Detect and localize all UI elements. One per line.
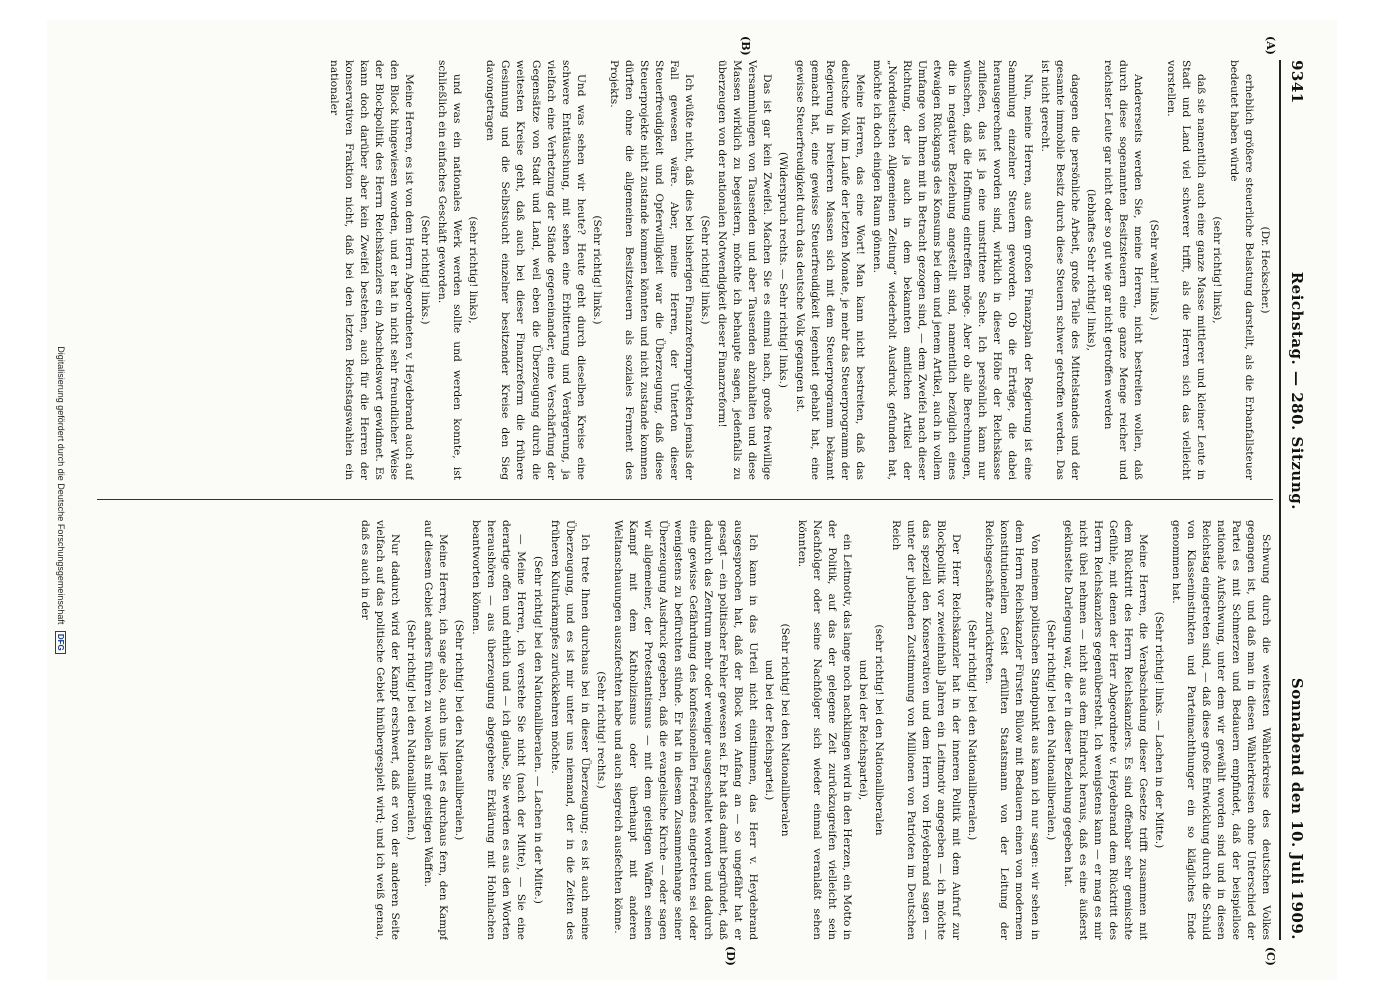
dfg-logo: DFG <box>55 631 66 654</box>
header-date: Sonnabend den 10. Juli 1909. <box>1287 677 1306 940</box>
paragraph: Meine Herren, es ist von dem Herrn Abgeordneten v. Heydebrand auch auf den Block hingewiesen worden, und er hat in nicht sehr freundlicher Weise der Blockpolitik des Herrn Reichskanzlers ein Abschiedswort gewidmet. Es kann doch darüber aber kein Zweifel bestehen, auch für die Herren der konservativen Fraktion nicht, daß bei den letzten Reichstagswahlen ein nationaler <box>327 60 415 480</box>
interjection: (Sehr richtig! bei den Nationalliberalen.) <box>404 619 417 841</box>
paragraph: Nur dadurch wird der Kampf erschwert, daß er von der anderen Seite vielfach auf das politische Gebiet hinübergespielt wird; und ich weiß genau, daß es auch in der <box>358 520 401 940</box>
column-divider <box>97 499 1273 500</box>
paragraph: Ich trete Ihnen durchaus bei in dieser Überzeugung; es ist auch meine Überzeugung, und es ist mir unter uns niemand, der in die Zeiten des früheren Kulturkampfes zurückkehren möchte. <box>548 520 591 940</box>
paragraph: Ich wüßte nicht, daß dies bei bisherigen Finanzreformprojekten jemals der Fall gewesen wäre. Aber, meine Herren, der Unterton dieser Steuerfreudigkeit und Opferwilligkeit war die Überzeugung, daß diese Steuerprojekte nicht zustande kommen könnten und nicht zustande kommen dürften ohne die allgemeinen Besitzsteuern als soziales Ferment des Projekts. <box>607 60 695 480</box>
margin-marker-c: (C) <box>1263 946 1277 966</box>
paragraph: Und was sehen wir heute? Heute geht durch dieselben Kreise eine schwere Enttäuschung, mit sehen eine Erbitterung und Verärgerung, ja vielfach eine Verhetzung der Stände gegeneinander, eine Verschärfung der Gegensätze von Stadt und Land, weil eben die Überzeugung durch die weitesten Kreise geht, daß auch bei dieser Finanzreform die frühere Gesinnung und die Selbstsucht einzelner besitzender Kreise den Sieg davongetragen <box>483 60 587 480</box>
interjection: (Sehr richtig! bei den Nationalliberalen. — Lachen in der Mitte.) <box>531 556 544 904</box>
paragraph: — Meine Herren, ich verstehe Sie nicht (nach der Mitte), — Sie eine derartige offen und ehrlich und — ich glaube, Sie werden es aus den Worten heraushören — aus überzeugung abgegebene Erklärung mit Hohnlachen beantworten können. <box>469 520 527 940</box>
paragraph: Schwung durch die weitesten Wählerkreise des deutschen Volkes gegangen ist, und daß man in diesen Wählerkreisen ohne Unterschied der Partei es mit Schmerzen und Bedauern empfindet, daß der beispiellose nationale Aufschwung, unter dem wir gewählt worden sind und in diesen Reichstag eingetreten sind, — daß diese große Entwicklung durch die Schuld von Klasseninstinkten und Parteimachthunger ein so klägliches Ende genommen hat. <box>1169 520 1272 940</box>
paragraph: Meine Herren, das eine Wort! Man kann nicht bestreiten, daß das deutsche Volk im Laufe der letzten Monate, je mehr das Steuerprogramm der Regierung in breiteren Massen sich mit dem Steuerprogramm bekannt gemacht hat, eine gewisse Steuerfreudigkeit legenheit gehabt hat, eine gewisse Steuerfreudigkeit durch das deutsche Volk gegangen ist. <box>793 60 866 480</box>
interjection: (Sehr richtig! bei den Nationalliberalen.) <box>965 619 978 841</box>
margin-marker-b: (B) <box>738 36 752 56</box>
paragraph: Der Herr Reichskanzler hat in der inneren Politik mit dem Aufruf zur Blockpolitik vor zweieinhalb Jahren ein Leitmotiv angegeben — ich möchte das speziell den Konservativen und dem Herrn von Heydebrand sagen — unter der jubelnden Zustimmung von Millionen von Patrioten im Deutschen Reich <box>889 520 962 940</box>
left-column <box>87 60 1273 480</box>
page-header <box>1285 60 1309 940</box>
interjection: (sehr richtig! links), <box>466 216 479 324</box>
page-number: 9341 <box>1287 60 1306 104</box>
paragraph: und was ein nationales Werk werden sollte und werden konnte, ist schließlich ein einfaches Geschäft geworden. <box>435 60 463 480</box>
interjection: (Sehr richtig! rechts.) <box>594 671 607 789</box>
footer-note <box>55 20 66 980</box>
paragraph: dagegen die persönliche Arbeit, große Teile des Mittelstandes und der gesamte immobile Besitz durch diese Steuern schwer getroffen werden. Das ist nicht gerecht. <box>1038 60 1081 480</box>
paragraph: Andererseits werden Sie, meine Herren, nicht bestreiten wollen, daß durch diese sogenannten Besitzsteuern eine ganze Menge reicher und reichster Leute gar nicht oder so gut wie gar nicht getroffen werden <box>1101 60 1144 480</box>
interjection: (Sehr richtig! bei den Nationalliberalen.) <box>1044 619 1057 841</box>
margin-marker-d: (D) <box>723 946 737 966</box>
interjection: (Sehr richtig! links. — Lachen in der Mitte.) <box>1152 611 1165 849</box>
interjection: (Dr. Heckscher.) <box>1258 226 1271 314</box>
interjection: (Sehr richtig! links.) <box>590 215 603 325</box>
interjection: und bei der Reichspartei), <box>856 659 869 801</box>
interjection: (Sehr richtig! bei den Nationalliberalen.) <box>452 619 465 841</box>
header-rule <box>1279 60 1281 940</box>
document-page <box>47 20 1337 980</box>
interjection: und bei der Reichspartei.) <box>762 659 775 801</box>
interjection: (sehr richtig! bei den Nationalliberalen <box>872 624 885 836</box>
paragraph: ein Leitmotiv, das lange noch nachklingen wird in den Herzen, ein Motto in der Politik, auf das der gelegene Zeit zurückzugreifen vielleicht sein Nachfolger oder seine Nachfolger sich wieder einmal veranlaßt sehen könnten. <box>795 520 853 940</box>
interjection: (Widerspruch rechts. — Sehr richtig! links.) <box>776 151 789 389</box>
right-column <box>87 520 1273 940</box>
interjection: (sehr richtig! links), <box>1210 216 1223 324</box>
paragraph: Das ist gar kein Zweifel. Machen Sie es einmal nach, große freiwillige Versammlungen von Tausenden und aber Tausenden abzuhalten und diese Massen wirklich zu begeistern, möchte ich behaupte sagen, jedenfalls zu überzeugen von der nationalen Notwendigkeit dieser Finanzreform! <box>715 60 773 480</box>
paragraph: Nun, meine Herren, aus dem großen Finanzplan der Regierung ist eine Sammlung einzelner Steuern geworden. Ob die Erträge, die dabei herausgerechnet worden sind, wirklich in dieser Höhe der Reichskasse zufließen, das ist ja eine umstrittene Sache. Ich persönlich kann nur wünschen, daß die Hoffnung eintreffen möge. Aber ob alle Berechnungen, die in negativer Beziehung angestellt sind, namentlich bezüglich eines etwaigen Rückgangs des Konsums bei dem und jenem Artikel, auch in vollem Umfange von Ihnen mit in Betracht gezogen sind, — dem Zweifel nach dieser Richtung, der ja auch in dem bekannten amtlichen Artikel der „Norddeutschen Allgemeinen Zeitung“ wiederholt Ausdruck gefunden hat, möchte ich doch einigen Raum gönnen. <box>870 60 1034 480</box>
interjection: (Sehr richtig! links.) <box>698 215 711 325</box>
margin-marker-a: (A) <box>1263 36 1277 55</box>
header-title: Reichstag. — 280. Sitzung. <box>1287 271 1306 510</box>
interjection: (lebhaftes Sehr richtig! links), <box>1084 189 1097 351</box>
paragraph: erheblich größere steuerliche Belastung darstellt, als die Erbanfallsteuer bedeutet haben würde <box>1227 60 1255 480</box>
paragraph: daß sie namentlich auch eine ganze Masse mittlerer und kleiner Leute in Stadt und Land viel schwerer trifft, als die Herren sich das vielleicht vorstellen. <box>1164 60 1207 480</box>
interjection: (Sehr richtig! bei den Nationalliberalen <box>778 623 791 837</box>
interjection: (Sehr richtig! links.) <box>418 215 431 325</box>
paragraph: Von meinem politischen Standpunkt aus kann ich nur sagen: wir sehen in dem Herrn Reichskanzler Fürsten Bülow mit Bedauern einen von modernem konstitutionellem Geist erfüllten Staatsmann von der Leitung der Reichsgeschäfte zurücktreten. <box>982 520 1041 940</box>
paragraph: Meine Herren, ich sage also, auch uns liegt es durchaus fern, den Kampf auf diesem Gebiet anders führen zu wollen als mit geistigen Waffen. <box>421 520 449 940</box>
interjection: (Sehr wahr! links.) <box>1147 219 1160 321</box>
paragraph: Ich kann in das Urteil nicht einstimmen, das Herr v. Heydebrand ausgesprochen hat, daß der Block von Anfang an — so ungefähr hat er gesagt — ein politischer Fehler gewesen sei. Er hat das damit begründet, daß dadurch das Zentrum mehr oder weniger ausgeschaltet worden und dadurch eine gewisse Gefährdung des konfessionellen Friedens eingetreten sei oder wenigstens zu befürchten stünde. Er hat in diesem Zusammenhange seiner Überzeugung Ausdruck gegeben, daß die evangelische Kirche — oder sagen wir allgemeiner, der Protestantismus — mit dem geistigen Waffen seinen Kampf mit dem Katholizismus oder überhaupt mit anderen Weltanschauungen auszufechten habe und auch siegreich ausfechten könne. <box>611 520 759 940</box>
paragraph: Meine Herren, die Verabschiedung dieser Gesetze trifft zusammen mit dem Rücktritt des Herrn Reichskanzlers. Es sind offenbar sehr gemischte Gefühle, mit denen der Herr Abgeordnete v. Heydebrand dem Rücktritt des Herrn Reichskanzlers gegenübersteht. Ich wenigstens kann — er mag es mir nicht übel nehmen — nicht aus dem Eindruck heraus, daß es eine äußerst gekünstelte Darlegung war, die er in dieser Beziehung gegeben hat. <box>1061 520 1149 940</box>
footer-text: Digitalisierung gefördert durch die Deutsche Forschungsgemeinschaft <box>55 346 66 625</box>
